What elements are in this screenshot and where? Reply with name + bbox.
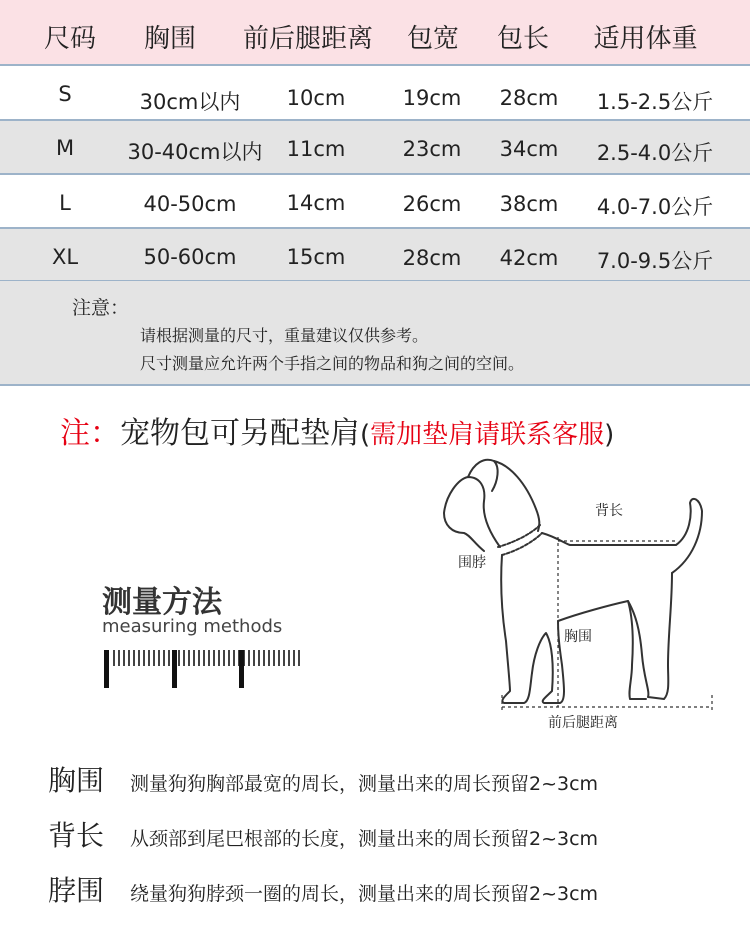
cell-weight: 4.0-7.0公斤	[596, 195, 714, 219]
definition-desc: 测量狗狗胸部最宽的周长，测量出来的周长预留2~3cm	[130, 773, 599, 795]
cell-bag-length: 38cm	[499, 192, 559, 216]
contact-service-text: 需加垫肩请联系客服	[370, 420, 605, 450]
cell-size: S	[58, 82, 72, 106]
cell-bag-length: 42cm	[499, 246, 559, 270]
header-weight: 适用体重	[593, 24, 698, 54]
ruler-icon	[104, 648, 314, 692]
measure-title: 测量方法	[102, 585, 222, 620]
notes-box	[0, 281, 750, 385]
definition-neck	[48, 869, 598, 909]
cell-chest: 30-40cm以内	[127, 140, 263, 164]
header-size: 尺码	[43, 24, 96, 54]
label-leg-distance: 前后腿距离	[548, 715, 618, 731]
cell-bag-width: 26cm	[402, 192, 462, 216]
cell-bag-length: 34cm	[499, 137, 559, 161]
paren-close: )	[604, 420, 615, 450]
table-row	[0, 175, 750, 228]
definition-desc: 从颈部到尾巴根部的长度，测量出来的周长预留2~3cm	[130, 828, 599, 850]
cell-leg-distance: 15cm	[286, 245, 346, 269]
table-header-row	[0, 0, 750, 64]
cell-bag-width: 28cm	[402, 246, 462, 270]
label-chest: 胸围	[564, 629, 592, 645]
dog-measurement-diagram	[440, 455, 750, 740]
label-back-length: 背长	[595, 503, 623, 519]
divider	[0, 384, 750, 386]
definition-back	[48, 814, 598, 854]
cell-size: M	[55, 136, 75, 160]
definition-term: 胸围	[48, 764, 105, 797]
cell-size: L	[59, 191, 71, 215]
notes-title: 注意：	[72, 297, 130, 319]
cell-bag-width: 19cm	[402, 86, 462, 110]
header-chest: 胸围	[143, 24, 196, 54]
cell-weight: 1.5-2.5公斤	[596, 90, 714, 114]
cell-leg-distance: 14cm	[286, 191, 346, 215]
definition-desc: 绕量狗狗脖颈一圈的周长，测量出来的周长预留2~3cm	[130, 883, 599, 905]
table-row	[0, 229, 750, 282]
note-main: 宠物包可另配垫肩	[120, 416, 360, 451]
table-row	[0, 66, 750, 119]
header-bag-length: 包长	[496, 24, 549, 54]
cell-leg-distance: 11cm	[286, 137, 346, 161]
note-prefix: 注：	[60, 416, 120, 451]
header-leg-distance: 前后腿距离	[242, 24, 373, 54]
cell-bag-length: 28cm	[499, 86, 559, 110]
definition-chest	[48, 759, 598, 799]
header-bag-width: 包宽	[406, 24, 459, 54]
paren-open: (	[360, 420, 371, 450]
cell-chest: 40-50cm	[143, 192, 237, 216]
cell-bag-width: 23cm	[402, 137, 462, 161]
cell-leg-distance: 10cm	[286, 86, 346, 110]
dog-outline-icon	[444, 460, 702, 703]
label-neck: 围脖	[458, 555, 486, 571]
cell-chest: 50-60cm	[143, 245, 237, 269]
definition-term: 背长	[48, 819, 105, 852]
note-line: 尺寸测量应允许两个手指之间的物品和狗之间的空间。	[140, 354, 525, 373]
measure-subtitle: measuring methods	[102, 616, 283, 637]
shoulder-pad-note	[60, 408, 614, 452]
cell-size: XL	[51, 245, 79, 269]
cell-weight: 2.5-4.0公斤	[596, 141, 714, 165]
note-line: 请根据测量的尺寸，重量建议仅供参考。	[140, 326, 429, 345]
cell-chest: 30cm以内	[139, 90, 241, 114]
table-row	[0, 121, 750, 174]
definition-term: 脖围	[48, 874, 105, 907]
cell-weight: 7.0-9.5公斤	[596, 249, 714, 273]
